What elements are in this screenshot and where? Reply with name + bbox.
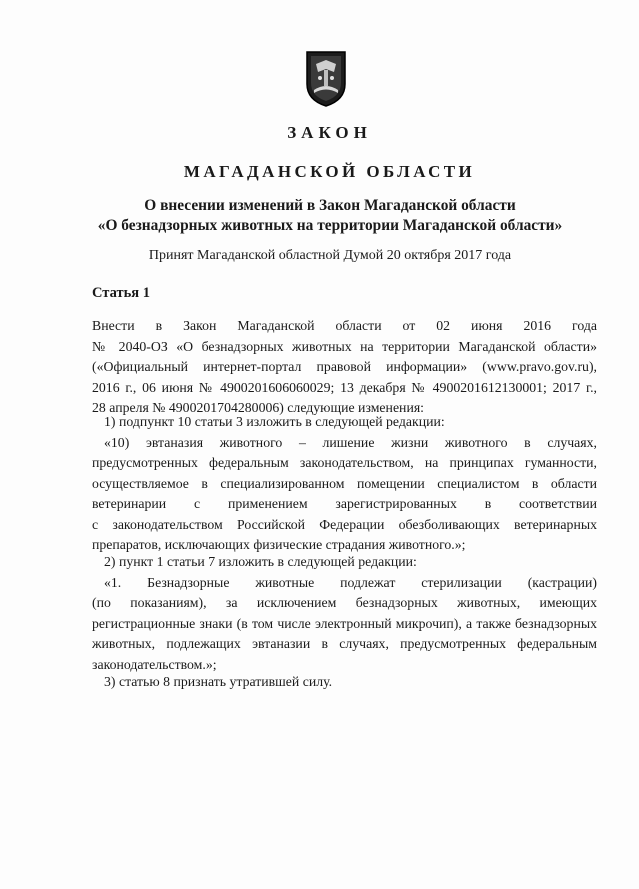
text-line: с законодательством Российской Федерации обезболивающих ветеринарных (92, 516, 597, 532)
text-line: регистрационные знаки (в том числе электронный микрочип), а также безнадзорных (92, 615, 597, 631)
text-line: (по показаниям), за исключением безнадзорных животных, имеющих (92, 595, 597, 610)
text-line: 3) статью 8 признать утратившей силу. (104, 674, 333, 689)
adoption-note: Принят Магаданской областной Думой 20 октября 2017 года (148, 248, 512, 263)
text-line: 2016 г., 06 июня № 4900201606060029; 13 декабря № 4900201612130001; 2017 г., (92, 379, 597, 395)
text-line: законодательством.»; (92, 656, 217, 672)
item-3-paragraph (92, 672, 597, 693)
text-line: предусмотренных федеральным законодательством, на принципах гуманности, (92, 455, 597, 470)
text-line: осуществляемое в специализированном помещении специалистом в области (92, 475, 597, 491)
law-subtitle (40, 196, 620, 236)
coat-of-arms-emblem-icon (304, 50, 348, 108)
item-2-paragraph (92, 552, 597, 675)
text-line: животных, подлежащих эвтаназии в случаях, предусмотренных федеральным (92, 636, 597, 651)
law-title: ЗАКОН (287, 123, 372, 142)
text-line: («Официальный интернет-портал правовой информации» (www.pravo.gov.ru), (92, 359, 597, 374)
text-line: № 2040-ОЗ «О безнадзорных животных на территории Магаданской области» (92, 338, 597, 354)
text-line: 2) пункт 1 статьи 7 изложить в следующей редакции: (104, 554, 417, 569)
text-line: препаратов, исключающих физические страдания животного.»; (92, 537, 466, 552)
text-line: ветеринарии с применением зарегистрированных в соответствии (92, 496, 597, 511)
text-line: 1) подпункт 10 статьи 3 изложить в следующей редакции: (104, 414, 445, 429)
text-line: «1. Безнадзорные животные подлежат стерилизации (кастрации) (104, 574, 597, 590)
item-1-paragraph (92, 412, 597, 556)
subtitle-line: О внесении изменений в Закон Магаданской области (144, 197, 516, 214)
subtitle-line: «О безнадзорных животных на территории Магаданской области» (97, 217, 563, 234)
intro-paragraph (92, 316, 597, 419)
text-line: «10) эвтаназия животного – лишение жизни животного в случаях, (104, 434, 597, 450)
article-heading: Статья 1 (92, 285, 150, 301)
text-line: Внести в Закон Магаданской области от 02 июня 2016 года (92, 318, 597, 333)
region-title: МАГАДАНСКОЙ ОБЛАСТИ (183, 162, 476, 181)
text-line: 28 апреля № 4900201704280006) следующие изменения: (92, 400, 425, 415)
